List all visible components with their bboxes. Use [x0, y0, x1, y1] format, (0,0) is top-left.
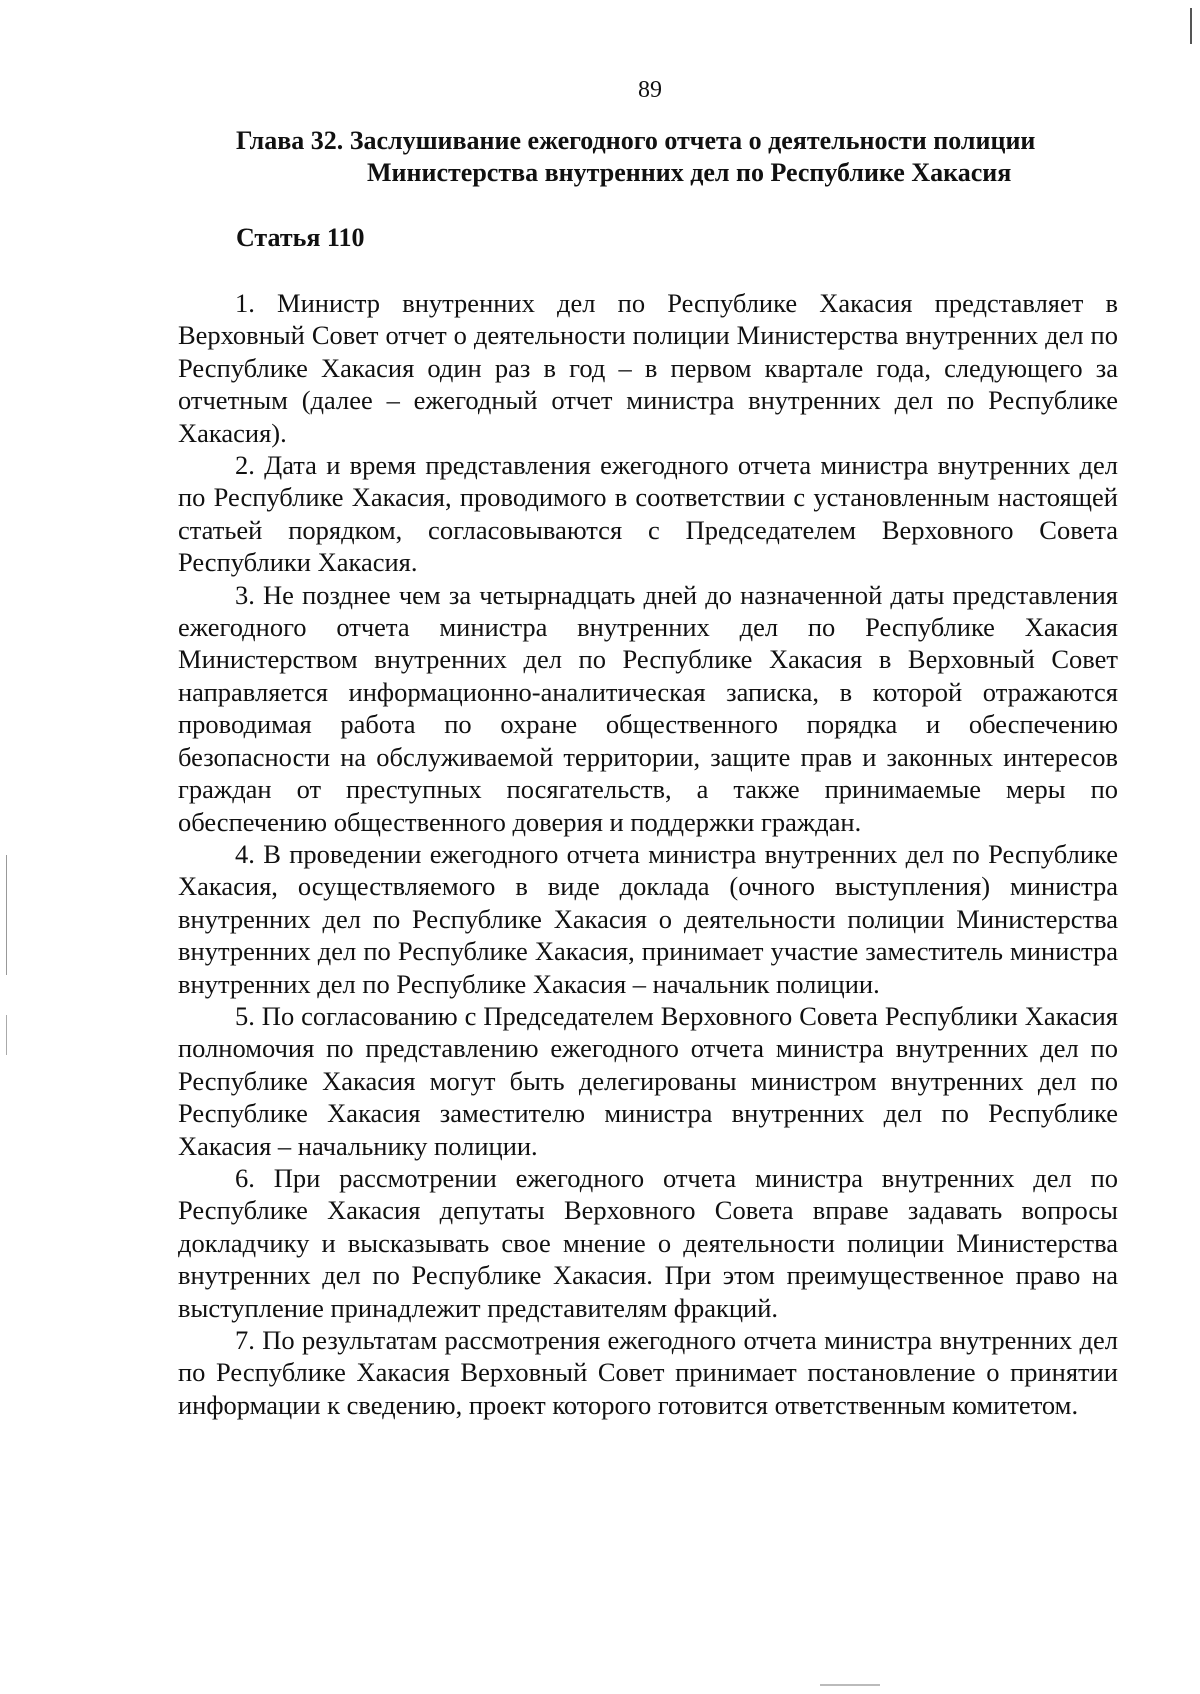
article-title: Статья 110	[236, 223, 365, 252]
paragraph-6: 6. При рассмотрении ежегодного отчета министра внутренних дел по Республике Хакасия депутаты Верховного Совета вправе задавать вопросы докладчику и высказывать свое мнение о деятельности полиции Министерства внутренних дел по Республике Хакасия. При этом преимущественное право на выступление принадлежит представителям фракций.	[178, 1162, 1118, 1323]
scan-edge-mark	[820, 1684, 880, 1686]
scan-edge-mark	[6, 855, 7, 975]
paragraph-5: 5. По согласованию с Председателем Верховного Совета Республики Хакасия полномочия по представлению ежегодного отчета министра внутренних дел по Республике Хакасия могут быть делегированы министром внутренних дел по Республике Хакасия заместителю министра внутренних дел по Республике Хакасия – начальнику полиции.	[178, 1000, 1118, 1161]
chapter-title-line-1: Глава 32. Заслушивание ежегодного отчета о деятельности полиции	[236, 126, 1036, 155]
scan-edge-mark	[6, 1015, 7, 1055]
article-body	[178, 287, 1118, 1421]
paragraph-3: 3. Не позднее чем за четырнадцать дней до назначенной даты представления ежегодного отчета министра внутренних дел по Республике Хакасия Министерством внутренних дел по Республике Хакасия в Верховный Совет направляется информационно-аналитическая записка, в которой отражаются проводимая работа по охране общественного порядка и обеспечению безопасности на обслуживаемой территории, защите прав и законных интересов граждан от преступных посягательств, а также принимаемые меры по обеспечению общественного доверия и поддержки граждан.	[178, 579, 1118, 837]
paragraph-1: 1. Министр внутренних дел по Республике Хакасия представляет в Верховный Совет отчет о деятельности полиции Министерства внутренних дел по Республике Хакасия один раз в год – в первом квартале года, следующего за отчетным (далее – ежегодный отчет министра внутренних дел по Республике Хакасия).	[178, 288, 1118, 448]
chapter-title-line-2: Министерства внутренних дел по Республике Хакасия	[367, 158, 1012, 187]
chapter-title	[236, 125, 1116, 189]
paragraph-7: 7. По результатам рассмотрения ежегодного отчета министра внутренних дел по Республике Хакасия Верховный Совет принимает постановление о принятии информации к сведению, проект которого готовится ответственным комитетом.	[178, 1325, 1118, 1420]
scan-edge-mark	[1190, 8, 1192, 44]
page-number: 89	[638, 77, 662, 103]
paragraph-2: 2. Дата и время представления ежегодного отчета министра внутренних дел по Республике Хакасия, проводимого в соответствии с установленным настоящей статьей порядком, согласовываются с Председателем Верховного Совета Республики Хакасия.	[178, 450, 1118, 578]
paragraph-4: 4. В проведении ежегодного отчета министра внутренних дел по Республике Хакасия, осуществляемого в виде доклада (очного выступления) министра внутренних дел по Республике Хакасия о деятельности полиции Министерства внутренних дел по Республике Хакасия, принимает участие заместитель министра внутренних дел по Республике Хакасия – начальник полиции.	[178, 838, 1118, 999]
